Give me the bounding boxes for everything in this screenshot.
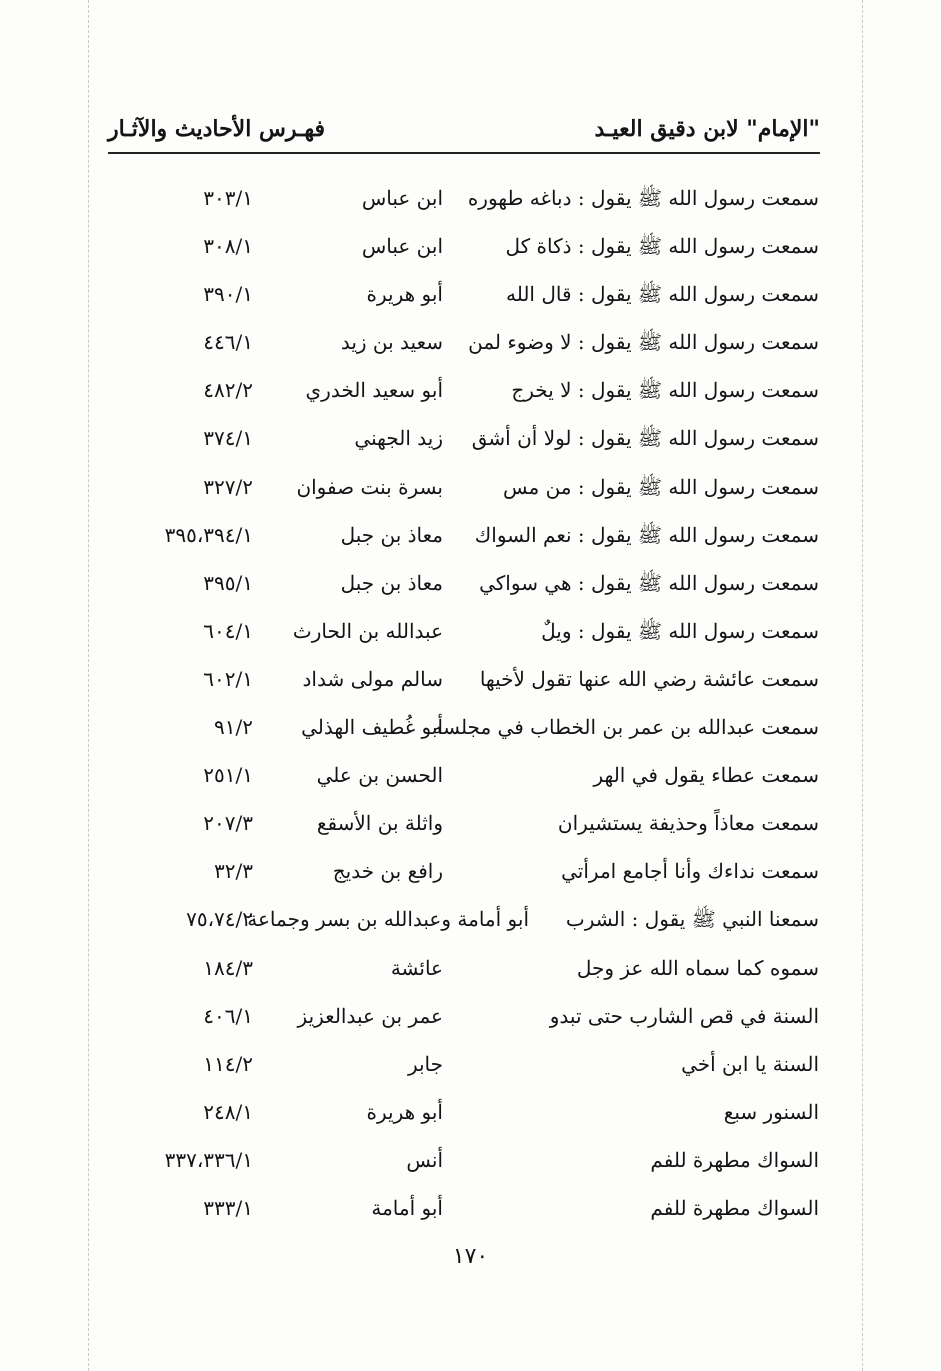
index-entry-row <box>0 420 941 468</box>
entry-reference: ٤٨٢/٢ <box>203 378 253 403</box>
entry-reference: ٣٠٣/١ <box>203 186 253 210</box>
entry-reference: ٣٢٧/٢ <box>203 474 253 499</box>
entry-reference: ٩١/٢ <box>214 715 253 740</box>
entry-narrator: عائشة <box>390 955 443 980</box>
index-entry-row <box>0 1142 941 1190</box>
index-entry-row <box>0 709 941 757</box>
entry-narrator: عمر بن عبدالعزيز <box>297 1003 443 1028</box>
entry-text: سمعت نداءك وأنا أجامع امرأتي <box>561 859 819 884</box>
entry-text: السنة يا ابن أخي <box>681 1051 819 1076</box>
entry-text: سمعت رسول الله ﷺ يقول : ذكاة كل <box>505 234 819 259</box>
entry-narrator: أنس <box>406 1147 443 1172</box>
index-entry-row <box>0 276 941 324</box>
entry-narrator: زيد الجهني <box>354 426 443 451</box>
entry-text: سمعت معاذاً وحذيفة يستشيران <box>557 811 819 836</box>
index-entry-row <box>0 180 941 228</box>
index-entry-row <box>0 950 941 998</box>
entry-reference: ٣٠٨/١ <box>203 234 253 259</box>
entry-reference: ٣٣٣/١ <box>203 1195 253 1220</box>
entry-narrator: ابن عباس <box>361 186 443 210</box>
entry-text: سمعت رسول الله ﷺ يقول : دباغه طهوره <box>467 186 819 210</box>
entry-narrator: ابن عباس <box>361 234 443 259</box>
entry-reference: ١٨٤/٣ <box>203 955 253 980</box>
entry-reference: ٤٤٦/١ <box>203 330 253 355</box>
index-entry-row <box>0 228 941 276</box>
entry-narrator: أبو أمامة وعبدالله بن بسر وجماعة <box>247 907 529 932</box>
entry-narrator: الحسن بن علي <box>316 763 443 788</box>
entry-narrator: بسرة بنت صفوان <box>296 474 443 499</box>
entry-text: سمعت رسول الله ﷺ يقول : من مس <box>503 474 819 499</box>
entry-text: سمعت رسول الله ﷺ يقول : نعم السواك <box>474 522 819 547</box>
index-entry-row <box>0 998 941 1046</box>
entry-narrator: أبو أمامة <box>371 1195 443 1220</box>
index-entry-row <box>0 901 941 949</box>
entry-narrator: جابر <box>407 1051 443 1076</box>
entry-reference: ٦٠٤/١ <box>203 618 253 643</box>
entry-text: سمعت رسول الله ﷺ يقول : هي سواكي <box>479 570 819 595</box>
index-entries <box>0 180 941 1238</box>
index-entry-row <box>0 661 941 709</box>
entry-reference: ١١٤/٢ <box>203 1051 253 1076</box>
entry-narrator: معاذ بن جبل <box>340 570 443 595</box>
entry-text: سمعت رسول الله ﷺ يقول : لولا أن أشق <box>471 426 819 451</box>
page-number: ١٧٠ <box>452 1244 489 1269</box>
entry-narrator: أبو سعيد الخدري <box>305 378 443 403</box>
entry-reference: ٢٥١/١ <box>203 763 253 788</box>
entry-narrator: سالم مولى شداد <box>302 666 443 691</box>
entry-reference: ٣٣٧،٣٣٦/١ <box>164 1147 253 1172</box>
entry-text: السواك مطهرة للفم <box>650 1195 819 1220</box>
entry-reference: ٢٤٨/١ <box>203 1099 253 1124</box>
entry-reference: ٤٠٦/١ <box>203 1003 253 1028</box>
entry-reference: ٧٥،٧٤/٢ <box>186 907 253 932</box>
entry-narrator: عبدالله بن الحارث <box>292 618 443 643</box>
entry-text: السنور سبع <box>723 1099 819 1124</box>
entry-text: سمعت عائشة رضي الله عنها تقول لأخيها <box>479 666 819 691</box>
index-entry-row <box>0 1094 941 1142</box>
entry-text: السواك مطهرة للفم <box>650 1147 819 1172</box>
index-entry-row <box>0 565 941 613</box>
entry-reference: ٣٢/٣ <box>214 859 253 884</box>
entry-narrator: أبو هريرة <box>366 282 443 307</box>
entry-reference: ٦٠٢/١ <box>203 666 253 691</box>
entry-narrator: واثلة بن الأسقع <box>316 811 443 836</box>
entry-narrator: رافع بن خديج <box>332 859 443 884</box>
index-entry-row <box>0 1190 941 1238</box>
entry-reference: ٣٧٤/١ <box>203 426 253 451</box>
index-entry-row <box>0 613 941 661</box>
entry-reference: ٣٩٥،٣٩٤/١ <box>164 522 253 547</box>
entry-text: سموه كما سماه الله عز وجل <box>576 955 819 980</box>
entry-text: سمعت رسول الله ﷺ يقول : قال الله <box>505 282 819 307</box>
entry-text: سمعت عبدالله بن عمر بن الخطاب في مجلسه <box>432 715 819 740</box>
entry-narrator: معاذ بن جبل <box>340 522 443 547</box>
index-entry-row <box>0 469 941 517</box>
entry-reference: ٣٩٠/١ <box>203 282 253 307</box>
index-entry-row <box>0 1046 941 1094</box>
entry-reference: ٢٠٧/٣ <box>203 811 253 836</box>
index-entry-row <box>0 372 941 420</box>
index-entry-row <box>0 805 941 853</box>
section-title: فهـرس الأحاديث والآثـار <box>108 116 326 142</box>
entry-narrator: سعيد بن زيد <box>340 330 443 355</box>
index-entry-row <box>0 853 941 901</box>
entry-text: سمعت رسول الله ﷺ يقول : لا وضوء لمن <box>468 330 819 355</box>
index-entry-row <box>0 757 941 805</box>
index-entry-row <box>0 517 941 565</box>
entry-text: سمعنا النبي ﷺ يقول : الشرب <box>565 907 819 932</box>
entry-text: سمعت عطاء يقول في الهر <box>593 763 819 788</box>
entry-reference: ٣٩٥/١ <box>203 570 253 595</box>
running-header <box>108 112 820 154</box>
entry-text: سمعت رسول الله ﷺ يقول : لا يخرج <box>511 378 819 403</box>
entry-narrator: أبو غُطيف الهذلي <box>301 715 443 740</box>
entry-text: سمعت رسول الله ﷺ يقول : ويلٌ <box>541 618 819 643</box>
index-entry-row <box>0 324 941 372</box>
entry-text: السنة في قص الشارب حتى تبدو <box>549 1003 819 1028</box>
book-title: "الإمام" لابن دقيق العيـد <box>594 116 820 142</box>
entry-narrator: أبو هريرة <box>366 1099 443 1124</box>
